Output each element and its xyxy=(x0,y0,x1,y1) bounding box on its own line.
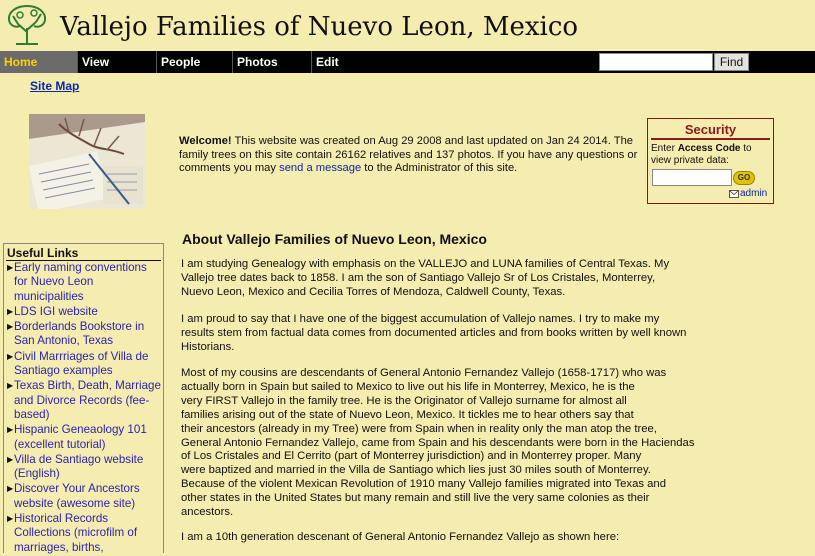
useful-links-list xyxy=(4,261,163,556)
bullet-icon: ▶ xyxy=(7,454,14,464)
intro-paragraph xyxy=(181,258,761,300)
paragraph-line: Most of my cousins are descendants of General Antonio Fernandez Vallejo (1658-1717) who was xyxy=(181,367,667,379)
nav-home[interactable]: Home xyxy=(0,51,77,73)
paragraph-line: were baptized and married in the Villa de Santiago which lies just 30 miles south of Monterrey. xyxy=(181,464,651,477)
useful-link-historical-records[interactable] xyxy=(4,512,163,555)
bullet-icon: ▶ xyxy=(7,322,14,332)
paragraph-line: I am a 10th generation descenant of General Antonio Fernandez Vallejo as shown here: xyxy=(181,531,620,543)
bullet-icon: ▶ xyxy=(7,263,14,272)
paragraph-line: results stem from factual data comes from documented articles and from books written by well known xyxy=(181,326,687,339)
bullet-icon: ▶ xyxy=(7,514,14,524)
security-box xyxy=(647,118,774,204)
access-code-input[interactable] xyxy=(652,169,732,186)
paragraph-line: actually born in Spain but sailed to Mexico to live out his life in Monterrey, Mexico, he is the xyxy=(181,380,635,393)
bullet-icon: ▶ xyxy=(7,351,14,361)
search-input[interactable] xyxy=(599,53,713,71)
useful-link-label: Early naming conventions for Nuevo Leon municipalities xyxy=(14,261,147,303)
nav-photos[interactable]: Photos xyxy=(237,55,278,69)
useful-link-discover-ancestors[interactable] xyxy=(4,482,163,511)
useful-link-label: Villa de Santiago website (English) xyxy=(14,452,144,481)
bullet-icon: ▶ xyxy=(7,381,14,391)
paragraph-line: their ancestors (already in my Tree) were from Spain when in reality only the man atop the tree, xyxy=(181,422,657,435)
genealogy-photo xyxy=(29,114,145,209)
site-map-link[interactable]: Site Map xyxy=(30,79,80,93)
paragraph-line: of Los Cristales and El Cerrito (part of Monterrey jurisdiction) and in Monterrey proper. Many xyxy=(181,450,642,463)
paragraph-line: other states in the United States but many remain and still live the very same colonies as their xyxy=(181,492,650,505)
security-description xyxy=(651,143,773,166)
sources-paragraph xyxy=(181,313,761,355)
useful-link-label: Borderlands Bookstore in San Antonio, Texas xyxy=(14,320,145,348)
useful-link-borderlands-bookstore[interactable] xyxy=(4,320,163,349)
useful-link-label: LDS IGI website xyxy=(14,304,98,318)
nav-people[interactable]: People xyxy=(161,55,201,69)
find-button[interactable]: Find xyxy=(714,53,749,71)
useful-link-naming-conventions[interactable] xyxy=(4,261,163,304)
access-code-label: Access Code xyxy=(677,143,741,154)
useful-link-label: Hispanic Geneaology 101 (excellent tutorial) xyxy=(14,423,147,451)
paragraph-line: ancestors. xyxy=(181,506,234,519)
paragraph-line: Because of the violent Mexican Revolution of 1910 many Vallejo families migrated into Texas and xyxy=(181,478,666,491)
welcome-text-end: to the Administrator of this site. xyxy=(361,162,518,174)
bullet-icon: ▶ xyxy=(7,484,14,494)
security-desc-end: to view private data: xyxy=(651,143,752,166)
lineage-paragraph xyxy=(181,531,761,545)
useful-link-label: Texas Birth, Death, Marriage and Divorce Records (fee-based) xyxy=(14,379,161,421)
site-header xyxy=(0,0,815,51)
family-tree-logo-icon xyxy=(4,2,50,46)
useful-link-texas-records[interactable] xyxy=(4,379,163,422)
security-title: Security xyxy=(684,122,737,137)
go-button[interactable]: GO xyxy=(733,171,755,185)
paragraph-line: very FIRST Vallejo in the family tree. He is the Originator of Vallejo surname for almost all xyxy=(181,394,627,407)
site-title: Vallejo Families of Nuevo Leon, Mexico xyxy=(60,12,579,42)
welcome-heading: Welcome! xyxy=(179,135,232,147)
bullet-icon: ▶ xyxy=(7,306,14,316)
paragraph-line: I am studying Genealogy with emphasis on the VALLEJO and LUNA families of Central Texas. My xyxy=(181,258,670,270)
useful-links-title: Useful Links xyxy=(7,246,79,260)
mail-icon xyxy=(729,190,739,198)
useful-link-hispanic-genealogy[interactable] xyxy=(4,423,163,452)
paragraph-line: Vallejo tree dates back to 1858. I am the son of Santiago Vallejo Sr of Los Cristales, Monterrey, xyxy=(181,271,656,284)
admin-link[interactable]: admin xyxy=(740,188,768,199)
paragraph-line: Historians. xyxy=(181,340,235,353)
bullet-icon: ▶ xyxy=(7,425,14,435)
nav-view[interactable]: View xyxy=(82,55,110,69)
paragraph-line: I am proud to say that I have one of the biggest accumulation of Vallejo names. I try to make my xyxy=(181,313,660,325)
about-heading: About Vallejo Families of Nuevo Leon, Mexico xyxy=(182,231,487,247)
paragraph-line: families arising out of the state of Nuevo Leon, Mexico. It tickles me to hear others say that xyxy=(181,408,634,421)
paragraph-line: General Antonio Fernandez Vallejo, came from Spain and his descendants were born in the Haciendas xyxy=(181,436,695,449)
useful-link-villa-de-santiago[interactable] xyxy=(4,453,163,482)
history-paragraph xyxy=(181,367,761,520)
paragraph-line: Nuevo Leon, Mexico and Cecilia Torres of Mendoza, Caldwell County, Texas. xyxy=(181,285,566,298)
useful-link-label: Discover Your Ancestors website (awesome site) xyxy=(14,482,140,510)
useful-link-label: Civil Marrriages of Villa de Santiago examples xyxy=(14,349,149,378)
security-desc-start: Enter xyxy=(651,143,678,154)
welcome-text: This website was created on Aug 29 2008 and last updated on Jan 24 2014. The family trees on this site contain 26162 relatives and 137 photos. If you have any questions or comments you may xyxy=(179,135,638,174)
welcome-message xyxy=(179,135,642,176)
nav-edit[interactable]: Edit xyxy=(316,55,339,69)
useful-link-lds-igi[interactable] xyxy=(4,305,163,319)
useful-link-civil-marriages[interactable] xyxy=(4,350,163,379)
useful-link-label: Historical Records Collections (microfilm of marriages, births, xyxy=(14,512,138,554)
useful-links-panel xyxy=(3,243,164,553)
send-message-link[interactable]: send a message xyxy=(279,162,362,174)
security-divider xyxy=(651,138,770,140)
